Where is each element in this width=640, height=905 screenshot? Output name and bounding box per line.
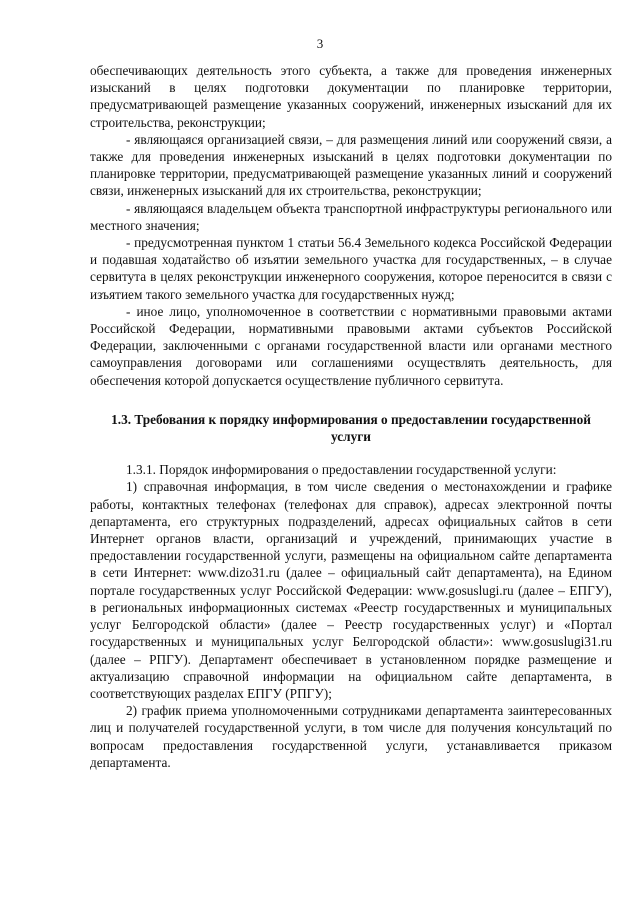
- page-number: 3: [316, 36, 324, 51]
- section-paragraph-reference-info: 1) справочная информация, в том числе сведения о местонахождении и графике работы, контактных телефонах (телефонах для справок), адресах электронной почты департамента, его структурных подразделений, адресах официальных сайтов в сети Интернет органов власти, организаций и учреждений, принимающих участие в предоставлении государственной услуги, размещены на официальном сайте департамента в сети Интернет: www.dizo31.ru (далее – официальный сайт департамента), на Едином портале государственных услуг Российской Федерации: www.gosuslugi.ru (далее – ЕПГУ), в региональных информационных системах «Реестр государственных и муниципальных услуг Белгородской области» (далее – Реестр государственных услуг) и «Портал государственных и муниципальных услуг Белгородской области»: www.gosuslugi31.ru (далее – РПГУ). Департамент обеспечивает в установленном порядке размещение и актуализацию справочной информации на официальном сайте департамента, в соответствующих разделах ЕПГУ (РПГУ);: [90, 479, 612, 701]
- list-item-communications: - являющаяся организацией связи, – для размещения линий или сооружений связи, а также для проведения инженерных изысканий в целях подготовки документации по планировке территории, предусматривающей размещение указанных линий и сооружений связи, инженерных изысканий для их строительства, реконструкции;: [90, 131, 612, 199]
- section-paragraph-intro: 1.3.1. Порядок информирования о предоставлении государственной услуги:: [126, 462, 557, 478]
- document-body: [90, 62, 612, 771]
- paragraph-continuation: обеспечивающих деятельность этого субъекта, а также для проведения инженерных изысканий в целях подготовки документации по планировке территории, предусматривающей размещение указанных сооружений, инженерных изысканий для их строительства, реконструкции;: [90, 63, 612, 130]
- section-heading: 1.3. Требования к порядку информирования о предоставлении государственной услуги: [111, 411, 591, 445]
- section-paragraph-schedule: 2) график приема уполномоченными сотрудниками департамента заинтересованных лиц и получателей государственной услуги, в том числе для получения консультаций по вопросам предоставления государственной услуги, устанавливается приказом департамента.: [90, 703, 612, 770]
- list-item-other-person: - иное лицо, уполномоченное в соответствии с нормативными правовыми актами Российской Федерации, нормативными правовыми актами субъектов Российской Федерации, заключенными с органами государственной власти или органами местного самоуправления договорами или соглашениями осуществлять деятельность, для обеспечения которой допускается осуществление публичного сервитута.: [90, 303, 612, 388]
- list-item-land-code: - предусмотренная пунктом 1 статьи 56.4 Земельного кодекса Российской Федерации и подавшая ходатайство об изъятии земельного участка для государственных, – в случае сервитута в целях реконструкции инженерного сооружения, которое переносится в связи с изъятием такого земельного участка для государственных нужд;: [90, 235, 612, 302]
- list-item-transport: - являющаяся владельцем объекта транспортной инфраструктуры регионального или местного значения;: [90, 200, 612, 233]
